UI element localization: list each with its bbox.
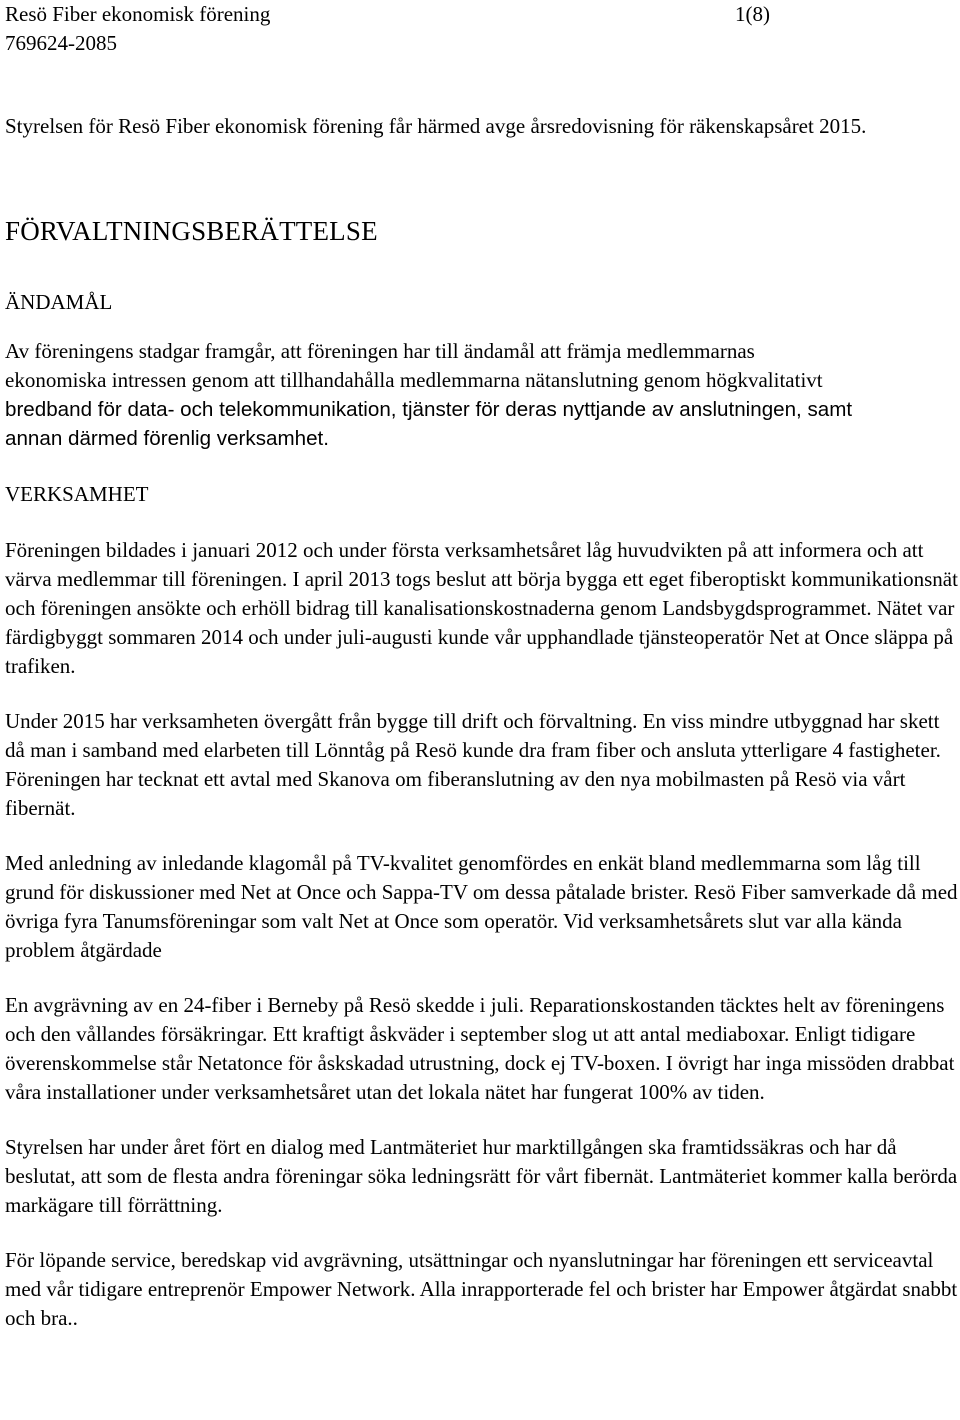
page-header [5, 0, 959, 58]
organization-name: Resö Fiber ekonomisk förening [5, 2, 271, 26]
purpose-line: ekonomiska intressen genom att tillhandahålla medlemmarna nätanslutning genom högkvalitativt [5, 368, 823, 392]
page-number: 1(8) [735, 2, 770, 26]
business-heading: VERKSAMHET [5, 482, 149, 506]
business-paragraph: Styrelsen har under året fört en dialog med Lantmäteriet hur marktillgången ska framtidssäkras och har då beslutat, att som de flesta andra föreningar söka ledningsrätt för vårt fibernät. Lantmäteriet kommer kalla berörda markägare till förrättning. [5, 1135, 958, 1217]
organization-number: 769624-2085 [5, 31, 117, 55]
purpose-heading: ÄNDAMÅL [5, 290, 113, 314]
business-paragraph: Under 2015 har verksamheten övergått från bygge till drift och förvaltning. En viss mindre utbyggnad har skett då man i samband med elarbeten till Lönntåg på Resö kunde dra fram fiber och ansluta ytterligare 4 fastigheter. Föreningen har tecknat ett avtal med Skanova om fiberanslutning av den nya mobilmasten på Resö via vårt fibernät. [5, 709, 941, 820]
purpose-line: bredband för data- och telekommunikation, tjänster för deras nyttjande av anslutningen, samt [5, 398, 853, 421]
business-paragraph: För löpande service, beredskap vid avgrävning, utsättningar och nyanslutningar har föreningen ett serviceavtal med vår tidigare entreprenör Empower Network. Alla inrapporterade fel och brister har Empower åtgärdat snabbt och bra.. [5, 1248, 958, 1330]
purpose-line: Av föreningens stadgar framgår, att föreningen har till ändamål att främja medlemmarnas [5, 339, 755, 363]
document-page [5, 0, 959, 1333]
document-title: FÖRVALTNINGSBERÄTTELSE [5, 216, 378, 246]
business-paragraph: Föreningen bildades i januari 2012 och under första verksamhetsåret låg huvudvikten på att informera och att värva medlemmar till föreningen. I april 2013 togs beslut att börja bygga ett eget fiberoptiskt kommunikationsnät och föreningen ansökte och erhöll bidrag till kanalisationskostnaderna genom Landsbygdsprogrammet. Nätet var färdigbyggt sommaren 2014 och under juli-augusti kunde vår upphandlade tjänsteoperatör Net at Once släppa på trafiken. [5, 538, 958, 678]
business-paragraph: Med anledning av inledande klagomål på TV-kvalitet genomfördes en enkät bland medlemmarna som låg till grund för diskussioner med Net at Once och Sappa-TV om dessa påtalade brister. Resö Fiber samverkade då med övriga fyra Tanumsföreningar som valt Net at Once som operatör. Vid verksamhetsårets slut var alla kända problem åtgärdade [5, 851, 958, 962]
intro-text: Styrelsen för Resö Fiber ekonomisk förening får härmed avge årsredovisning för räkenskapsåret 2015. [5, 114, 867, 138]
purpose-text [5, 337, 959, 453]
business-paragraph: En avgrävning av en 24-fiber i Berneby på Resö skedde i juli. Reparationskostanden täcktes helt av föreningens och den vållandes försäkringar. Ett kraftigt åskväder i september slog ut att antal mediaboxar. Enligt tidigare överenskommelse står Netatonce för åskskadad utrustning, dock ej TV-boxen. I övrigt har inga missöden drabbat våra installationer under verksamhetsåret utan det lokala nätet har fungerat 100% av tiden. [5, 993, 955, 1104]
purpose-line: annan därmed förenlig verksamhet. [5, 427, 329, 450]
